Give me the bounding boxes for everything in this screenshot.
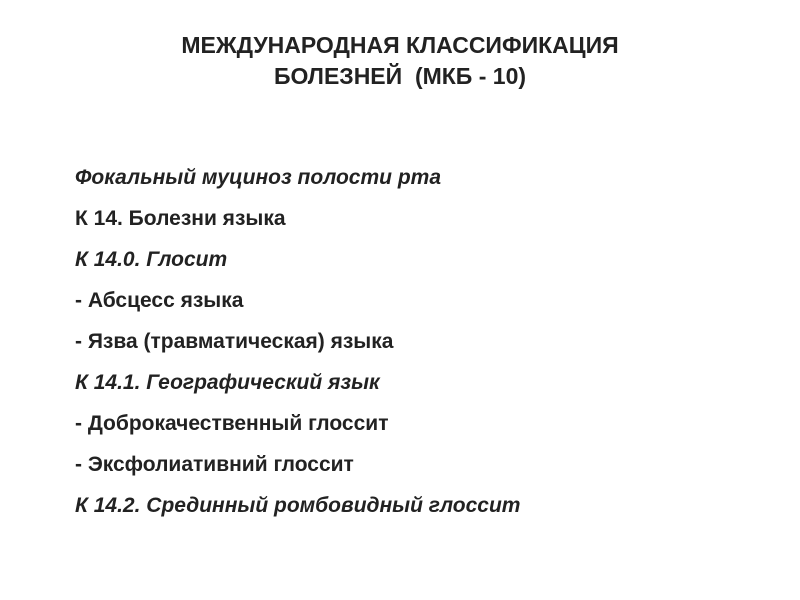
slide-title <box>0 30 800 92</box>
list-item-k14-1: К 14.1. Географический язык <box>75 371 380 394</box>
list-item-focal-mucinosis: Фокальный муциноз полости рта <box>75 166 442 189</box>
list-item-ulcer: - Язва (травматическая) языка <box>75 330 394 353</box>
list-item-benign-glossitis: - Доброкачественный глоссит <box>75 412 389 435</box>
list-item-k14: К 14. Болезни языка <box>75 207 286 230</box>
list-item-k14-2: К 14.2. Срединный ромбовидный глоссит <box>75 494 521 517</box>
title-line-2: БОЛЕЗНЕЙ (МКБ - 10) <box>273 63 527 89</box>
list-item-exfoliative-glossitis: - Эксфолиативний глоссит <box>75 453 354 476</box>
classification-list <box>75 162 775 531</box>
title-line-1: МЕЖДУНАРОДНАЯ КЛАССИФИКАЦИЯ <box>181 32 619 58</box>
list-item-k14-0: К 14.0. Глосит <box>75 248 228 271</box>
list-item-abscess: - Абсцесс языка <box>75 289 244 312</box>
